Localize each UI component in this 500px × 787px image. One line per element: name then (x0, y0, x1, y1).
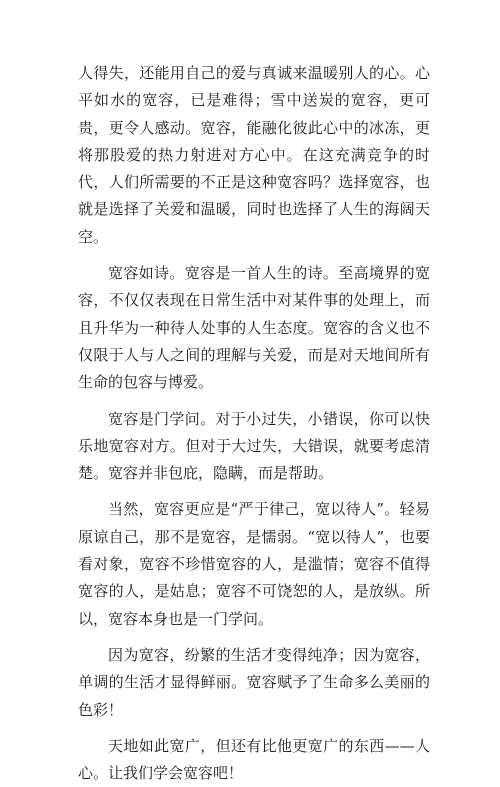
paragraph-1: 人得失，还能用自己的爱与真诚来温暖别人的心。心平如水的宽容，已是难得；雪中送炭的宽容，更可贵，更令人感动。宽容，能融化彼此心中的冰冻，更将那股爱的热力射进对方心中。在这充满竞争的时代，人们所需要的不正是这种宽容吗？选择宽容，也就是选择了关爱和温暖，同时也选择了人生的海阔天空。 (78, 64, 430, 246)
paragraph-2: 宽容如诗。宽容是一首人生的诗。至高境界的宽容，不仅仅表现在日常生活中对某件事的处理上，而且升华为一种待人处事的人生态度。宽容的含义也不仅限于人与人之间的理解与关爱，而是对天地间所有生命的包容与博爱。 (78, 264, 430, 392)
paragraph-4: 当然，宽容更应是“严于律己，宽以待人”。轻易原谅自己，那不是宽容，是懦弱。“宽以待人”，也要看对象，宽容不珍惜宽容的人，是滥情；宽容不值得宽容的人，是姑息；宽容不可饶恕的人，是放纵。所以，宽容本身也是一门学问。 (78, 500, 430, 628)
paragraph-5: 因为宽容，纷繁的生活才变得纯净；因为宽容，单调的生活才显得鲜丽。宽容赋予了生命多么美丽的色彩！ (78, 645, 430, 719)
document-body (78, 60, 430, 787)
paragraph-3: 宽容是门学问。对于小过失，小错误，你可以快乐地宽容对方。但对于大过失，大错误，就要考虑清楚。宽容并非包庇，隐瞒，而是帮助。 (78, 409, 430, 483)
paragraph-6: 天地如此宽广，但还有比他更宽广的东西——人心。让我们学会宽容吧！ (78, 736, 430, 783)
